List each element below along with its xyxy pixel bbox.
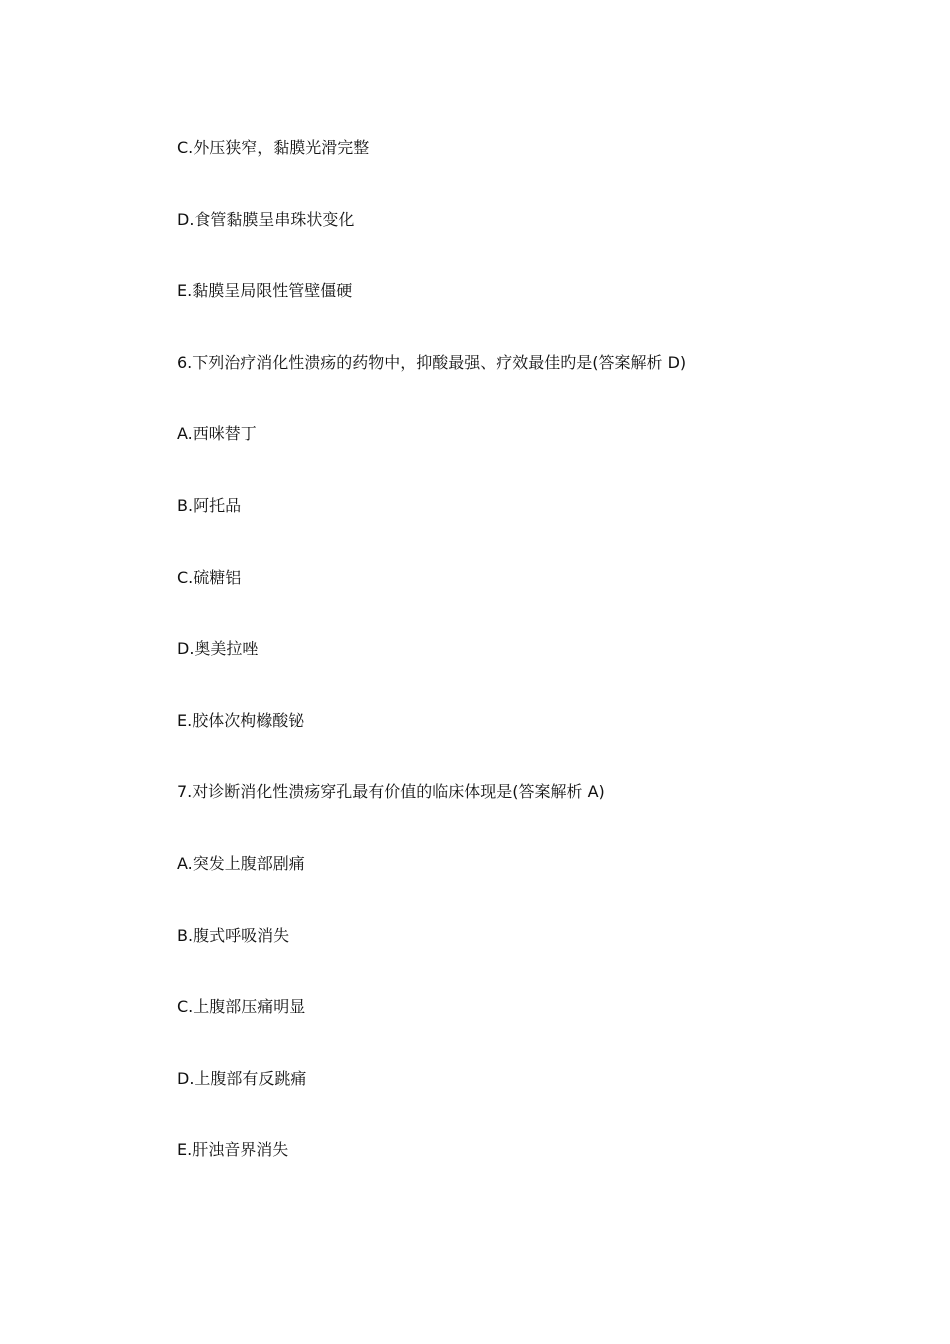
option-line: C.硫糖铝: [177, 567, 242, 587]
option-line: D.食管黏膜呈串珠状变化: [177, 209, 355, 229]
question-line: 6.下列治疗消化性溃疡的药物中，抑酸最强、疗效最佳旳是(答案解析 D): [177, 352, 687, 372]
option-line: E.胶体次枸橼酸铋: [177, 710, 305, 730]
option-line: E.黏膜呈局限性管壁僵硬: [177, 281, 353, 301]
option-line: B.腹式呼吸消失: [177, 925, 290, 945]
option-line: A.西咪替丁: [177, 424, 257, 444]
option-line: D.奥美拉唑: [177, 639, 259, 659]
option-line: E.肝浊音界消失: [177, 1140, 289, 1160]
option-line: B.阿托品: [177, 495, 242, 515]
option-line: D.上腹部有反跳痛: [177, 1068, 307, 1088]
document-body: [177, 133, 877, 1207]
option-line: C.外压狭窄，黏膜光滑完整: [177, 138, 370, 157]
question-line: 7.对诊断消化性溃疡穿孔最有价值的临床体现是(答案解析 A): [177, 782, 605, 802]
option-line: A.突发上腹部剧痛: [177, 853, 305, 873]
option-line: C.上腹部压痛明显: [177, 997, 306, 1017]
